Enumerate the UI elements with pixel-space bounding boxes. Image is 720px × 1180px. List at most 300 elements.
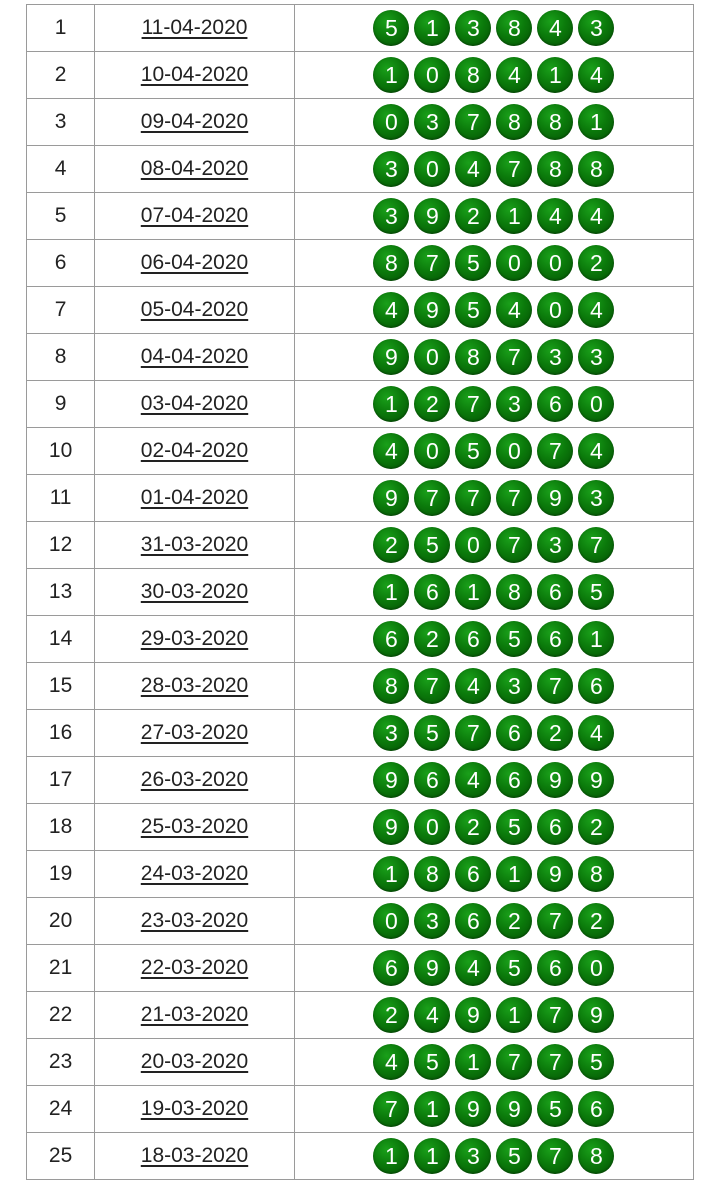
- number-ball: 3: [414, 104, 450, 140]
- number-ball: 7: [496, 151, 532, 187]
- row-number: 12: [27, 522, 95, 569]
- balls-cell: [294, 381, 693, 428]
- number-ball: 2: [414, 621, 450, 657]
- row-number: 23: [27, 1039, 95, 1086]
- date-cell: [95, 1086, 295, 1133]
- number-ball: 3: [373, 715, 409, 751]
- row-number: 15: [27, 663, 95, 710]
- number-ball: 1: [373, 1138, 409, 1174]
- number-balls: [373, 668, 614, 704]
- number-ball: 5: [455, 292, 491, 328]
- number-ball: 3: [373, 198, 409, 234]
- draw-date-link[interactable]: 25-03-2020: [140, 815, 249, 838]
- number-balls: [373, 104, 614, 140]
- number-ball: 1: [455, 574, 491, 610]
- number-ball: 0: [537, 245, 573, 281]
- date-cell: [95, 1133, 295, 1180]
- table-row: [27, 569, 694, 616]
- number-ball: 6: [537, 574, 573, 610]
- number-ball: 9: [373, 339, 409, 375]
- number-ball: 2: [496, 903, 532, 939]
- table-row: [27, 334, 694, 381]
- number-ball: 5: [414, 1044, 450, 1080]
- balls-cell: [294, 5, 693, 52]
- number-ball: 3: [496, 668, 532, 704]
- number-balls: [373, 386, 614, 422]
- number-balls: [373, 10, 614, 46]
- draw-date-link[interactable]: 24-03-2020: [140, 862, 249, 885]
- number-ball: 6: [578, 1091, 614, 1127]
- draw-date-link[interactable]: 10-04-2020: [140, 63, 249, 86]
- table-row: [27, 757, 694, 804]
- balls-cell: [294, 992, 693, 1039]
- number-ball: 4: [496, 57, 532, 93]
- draw-date-link[interactable]: 23-03-2020: [140, 909, 249, 932]
- number-ball: 7: [537, 1044, 573, 1080]
- row-number: 10: [27, 428, 95, 475]
- balls-cell: [294, 522, 693, 569]
- number-ball: 9: [537, 856, 573, 892]
- table-row: [27, 663, 694, 710]
- draw-date-link[interactable]: 31-03-2020: [140, 533, 249, 556]
- table-row: [27, 616, 694, 663]
- number-ball: 5: [414, 715, 450, 751]
- number-balls: [373, 57, 614, 93]
- number-ball: 7: [578, 527, 614, 563]
- number-ball: 6: [537, 809, 573, 845]
- number-balls: [373, 198, 614, 234]
- row-number: 20: [27, 898, 95, 945]
- number-ball: 4: [578, 292, 614, 328]
- date-cell: [95, 851, 295, 898]
- date-cell: [95, 99, 295, 146]
- number-ball: 9: [414, 292, 450, 328]
- draw-date-link[interactable]: 20-03-2020: [140, 1050, 249, 1073]
- number-ball: 7: [414, 480, 450, 516]
- row-number: 3: [27, 99, 95, 146]
- number-balls: [373, 339, 614, 375]
- number-ball: 4: [455, 762, 491, 798]
- number-ball: 4: [537, 10, 573, 46]
- table-row: [27, 992, 694, 1039]
- number-ball: 2: [455, 198, 491, 234]
- number-balls: [373, 715, 614, 751]
- row-number: 11: [27, 475, 95, 522]
- number-ball: 6: [414, 762, 450, 798]
- number-ball: 6: [414, 574, 450, 610]
- number-ball: 1: [496, 856, 532, 892]
- balls-cell: [294, 804, 693, 851]
- number-balls: [373, 903, 614, 939]
- draw-date-link[interactable]: 07-04-2020: [140, 204, 249, 227]
- number-ball: 9: [414, 950, 450, 986]
- draw-date-link[interactable]: 26-03-2020: [140, 768, 249, 791]
- balls-cell: [294, 428, 693, 475]
- number-ball: 8: [578, 151, 614, 187]
- number-ball: 3: [414, 903, 450, 939]
- number-ball: 6: [496, 762, 532, 798]
- table-row: [27, 710, 694, 757]
- number-ball: 1: [578, 621, 614, 657]
- table-row: [27, 5, 694, 52]
- number-ball: 9: [578, 762, 614, 798]
- number-ball: 1: [373, 856, 409, 892]
- number-ball: 1: [373, 57, 409, 93]
- number-ball: 3: [496, 386, 532, 422]
- table-row: [27, 428, 694, 475]
- number-ball: 4: [373, 1044, 409, 1080]
- number-ball: 7: [537, 668, 573, 704]
- number-balls: [373, 151, 614, 187]
- number-ball: 3: [578, 339, 614, 375]
- row-number: 8: [27, 334, 95, 381]
- number-balls: [373, 527, 614, 563]
- number-balls: [373, 621, 614, 657]
- date-cell: [95, 475, 295, 522]
- number-ball: 6: [373, 950, 409, 986]
- number-ball: 2: [578, 809, 614, 845]
- number-ball: 8: [414, 856, 450, 892]
- date-cell: [95, 193, 295, 240]
- results-body: [27, 5, 694, 1180]
- row-number: 7: [27, 287, 95, 334]
- number-ball: 1: [578, 104, 614, 140]
- number-ball: 7: [455, 715, 491, 751]
- number-ball: 4: [578, 198, 614, 234]
- number-ball: 9: [455, 997, 491, 1033]
- date-cell: [95, 663, 295, 710]
- number-ball: 2: [578, 903, 614, 939]
- number-ball: 3: [373, 151, 409, 187]
- number-ball: 4: [373, 433, 409, 469]
- number-ball: 9: [496, 1091, 532, 1127]
- number-ball: 7: [537, 903, 573, 939]
- number-ball: 4: [578, 715, 614, 751]
- number-ball: 3: [578, 10, 614, 46]
- row-number: 25: [27, 1133, 95, 1180]
- row-number: 9: [27, 381, 95, 428]
- number-ball: 1: [496, 198, 532, 234]
- number-ball: 8: [537, 151, 573, 187]
- balls-cell: [294, 1039, 693, 1086]
- number-ball: 5: [496, 950, 532, 986]
- number-ball: 1: [414, 10, 450, 46]
- number-ball: 7: [537, 1138, 573, 1174]
- number-ball: 0: [414, 339, 450, 375]
- balls-cell: [294, 851, 693, 898]
- table-row: [27, 146, 694, 193]
- number-ball: 0: [578, 386, 614, 422]
- table-row: [27, 193, 694, 240]
- number-ball: 0: [373, 903, 409, 939]
- number-balls: [373, 1138, 614, 1174]
- date-cell: [95, 992, 295, 1039]
- number-ball: 4: [455, 151, 491, 187]
- number-ball: 6: [537, 950, 573, 986]
- draw-date-link[interactable]: 09-04-2020: [140, 110, 249, 133]
- number-ball: 7: [496, 339, 532, 375]
- number-ball: 6: [455, 856, 491, 892]
- number-ball: 9: [455, 1091, 491, 1127]
- number-ball: 4: [537, 198, 573, 234]
- number-ball: 7: [455, 386, 491, 422]
- date-cell: [95, 52, 295, 99]
- number-ball: 0: [414, 57, 450, 93]
- table-row: [27, 1133, 694, 1180]
- number-ball: 4: [455, 668, 491, 704]
- balls-cell: [294, 710, 693, 757]
- table-row: [27, 945, 694, 992]
- number-ball: 6: [455, 903, 491, 939]
- table-row: [27, 522, 694, 569]
- number-ball: 6: [496, 715, 532, 751]
- number-ball: 8: [578, 856, 614, 892]
- number-balls: [373, 1044, 614, 1080]
- number-ball: 2: [373, 997, 409, 1033]
- number-ball: 7: [455, 104, 491, 140]
- number-balls: [373, 809, 614, 845]
- number-ball: 7: [496, 1044, 532, 1080]
- row-number: 22: [27, 992, 95, 1039]
- balls-cell: [294, 569, 693, 616]
- number-ball: 4: [496, 292, 532, 328]
- number-ball: 2: [537, 715, 573, 751]
- number-ball: 0: [373, 104, 409, 140]
- number-ball: 9: [373, 762, 409, 798]
- date-cell: [95, 428, 295, 475]
- number-ball: 6: [455, 621, 491, 657]
- number-ball: 7: [537, 997, 573, 1033]
- number-ball: 3: [455, 10, 491, 46]
- number-ball: 3: [455, 1138, 491, 1174]
- number-ball: 9: [537, 480, 573, 516]
- number-ball: 4: [578, 57, 614, 93]
- number-ball: 0: [414, 151, 450, 187]
- results-table: [26, 4, 694, 1180]
- number-ball: 7: [537, 433, 573, 469]
- draw-date-link[interactable]: 11-04-2020: [141, 16, 248, 39]
- number-ball: 1: [414, 1138, 450, 1174]
- draw-date-link[interactable]: 01-04-2020: [140, 486, 249, 509]
- balls-cell: [294, 334, 693, 381]
- number-ball: 0: [455, 527, 491, 563]
- number-ball: 7: [496, 480, 532, 516]
- number-balls: [373, 1091, 614, 1127]
- balls-cell: [294, 287, 693, 334]
- table-row: [27, 287, 694, 334]
- balls-cell: [294, 52, 693, 99]
- date-cell: [95, 381, 295, 428]
- table-row: [27, 1086, 694, 1133]
- balls-cell: [294, 898, 693, 945]
- number-ball: 1: [414, 1091, 450, 1127]
- number-balls: [373, 856, 614, 892]
- date-cell: [95, 710, 295, 757]
- number-ball: 0: [578, 950, 614, 986]
- number-ball: 0: [414, 809, 450, 845]
- number-ball: 4: [373, 292, 409, 328]
- table-row: [27, 851, 694, 898]
- number-ball: 5: [373, 10, 409, 46]
- number-balls: [373, 480, 614, 516]
- number-ball: 8: [373, 668, 409, 704]
- draw-date-link[interactable]: 04-04-2020: [140, 345, 249, 368]
- number-ball: 6: [373, 621, 409, 657]
- number-ball: 1: [537, 57, 573, 93]
- number-ball: 8: [373, 245, 409, 281]
- balls-cell: [294, 757, 693, 804]
- balls-cell: [294, 1133, 693, 1180]
- number-ball: 1: [496, 997, 532, 1033]
- number-ball: 5: [578, 574, 614, 610]
- draw-date-link[interactable]: 19-03-2020: [140, 1097, 249, 1120]
- balls-cell: [294, 945, 693, 992]
- row-number: 5: [27, 193, 95, 240]
- number-ball: 8: [496, 104, 532, 140]
- number-ball: 2: [373, 527, 409, 563]
- row-number: 16: [27, 710, 95, 757]
- number-balls: [373, 292, 614, 328]
- date-cell: [95, 945, 295, 992]
- number-ball: 1: [373, 574, 409, 610]
- number-ball: 8: [496, 10, 532, 46]
- number-balls: [373, 950, 614, 986]
- number-ball: 5: [496, 621, 532, 657]
- number-ball: 1: [455, 1044, 491, 1080]
- balls-cell: [294, 240, 693, 287]
- number-balls: [373, 574, 614, 610]
- number-ball: 7: [455, 480, 491, 516]
- row-number: 6: [27, 240, 95, 287]
- number-ball: 5: [455, 433, 491, 469]
- number-ball: 4: [455, 950, 491, 986]
- number-ball: 5: [578, 1044, 614, 1080]
- row-number: 2: [27, 52, 95, 99]
- number-ball: 2: [455, 809, 491, 845]
- date-cell: [95, 146, 295, 193]
- date-cell: [95, 334, 295, 381]
- number-ball: 7: [414, 668, 450, 704]
- number-ball: 6: [578, 668, 614, 704]
- date-cell: [95, 522, 295, 569]
- row-number: 18: [27, 804, 95, 851]
- number-ball: 9: [373, 480, 409, 516]
- number-balls: [373, 762, 614, 798]
- draw-date-link[interactable]: 06-04-2020: [140, 251, 249, 274]
- number-ball: 1: [373, 386, 409, 422]
- draw-date-link[interactable]: 22-03-2020: [140, 956, 249, 979]
- draw-date-link[interactable]: 03-04-2020: [140, 392, 249, 415]
- row-number: 1: [27, 5, 95, 52]
- number-ball: 0: [537, 292, 573, 328]
- table-row: [27, 99, 694, 146]
- row-number: 13: [27, 569, 95, 616]
- number-ball: 5: [414, 527, 450, 563]
- table-row: [27, 898, 694, 945]
- date-cell: [95, 616, 295, 663]
- date-cell: [95, 1039, 295, 1086]
- row-number: 24: [27, 1086, 95, 1133]
- balls-cell: [294, 193, 693, 240]
- table-row: [27, 381, 694, 428]
- balls-cell: [294, 146, 693, 193]
- number-ball: 5: [455, 245, 491, 281]
- draw-date-link[interactable]: 05-04-2020: [140, 298, 249, 321]
- draw-date-link[interactable]: 28-03-2020: [140, 674, 249, 697]
- table-row: [27, 52, 694, 99]
- balls-cell: [294, 99, 693, 146]
- number-ball: 8: [578, 1138, 614, 1174]
- number-ball: 4: [414, 997, 450, 1033]
- row-number: 21: [27, 945, 95, 992]
- date-cell: [95, 569, 295, 616]
- number-ball: 0: [496, 245, 532, 281]
- row-number: 4: [27, 146, 95, 193]
- draw-date-link[interactable]: 08-04-2020: [140, 157, 249, 180]
- number-ball: 3: [537, 527, 573, 563]
- draw-date-link[interactable]: 27-03-2020: [140, 721, 249, 744]
- number-ball: 8: [455, 339, 491, 375]
- number-ball: 6: [537, 621, 573, 657]
- number-ball: 8: [455, 57, 491, 93]
- number-ball: 4: [578, 433, 614, 469]
- table-row: [27, 240, 694, 287]
- number-ball: 7: [373, 1091, 409, 1127]
- number-ball: 2: [578, 245, 614, 281]
- number-ball: 5: [496, 809, 532, 845]
- draw-date-link[interactable]: 29-03-2020: [140, 627, 249, 650]
- table-row: [27, 804, 694, 851]
- number-ball: 7: [414, 245, 450, 281]
- number-ball: 9: [414, 198, 450, 234]
- number-balls: [373, 245, 614, 281]
- number-ball: 6: [537, 386, 573, 422]
- date-cell: [95, 5, 295, 52]
- table-row: [27, 1039, 694, 1086]
- number-ball: 8: [496, 574, 532, 610]
- number-ball: 7: [496, 527, 532, 563]
- draw-date-link[interactable]: 21-03-2020: [140, 1003, 249, 1026]
- row-number: 17: [27, 757, 95, 804]
- balls-cell: [294, 475, 693, 522]
- number-balls: [373, 997, 614, 1033]
- balls-cell: [294, 1086, 693, 1133]
- number-balls: [373, 433, 614, 469]
- number-ball: 9: [578, 997, 614, 1033]
- date-cell: [95, 287, 295, 334]
- row-number: 14: [27, 616, 95, 663]
- balls-cell: [294, 616, 693, 663]
- balls-cell: [294, 663, 693, 710]
- number-ball: 0: [496, 433, 532, 469]
- draw-date-link[interactable]: 30-03-2020: [140, 580, 249, 603]
- number-ball: 2: [414, 386, 450, 422]
- number-ball: 3: [537, 339, 573, 375]
- draw-date-link[interactable]: 02-04-2020: [140, 439, 249, 462]
- number-ball: 5: [496, 1138, 532, 1174]
- date-cell: [95, 757, 295, 804]
- date-cell: [95, 898, 295, 945]
- draw-date-link[interactable]: 18-03-2020: [140, 1144, 249, 1167]
- date-cell: [95, 240, 295, 287]
- date-cell: [95, 804, 295, 851]
- number-ball: 8: [537, 104, 573, 140]
- number-ball: 3: [578, 480, 614, 516]
- number-ball: 5: [537, 1091, 573, 1127]
- number-ball: 9: [537, 762, 573, 798]
- number-ball: 9: [373, 809, 409, 845]
- table-row: [27, 475, 694, 522]
